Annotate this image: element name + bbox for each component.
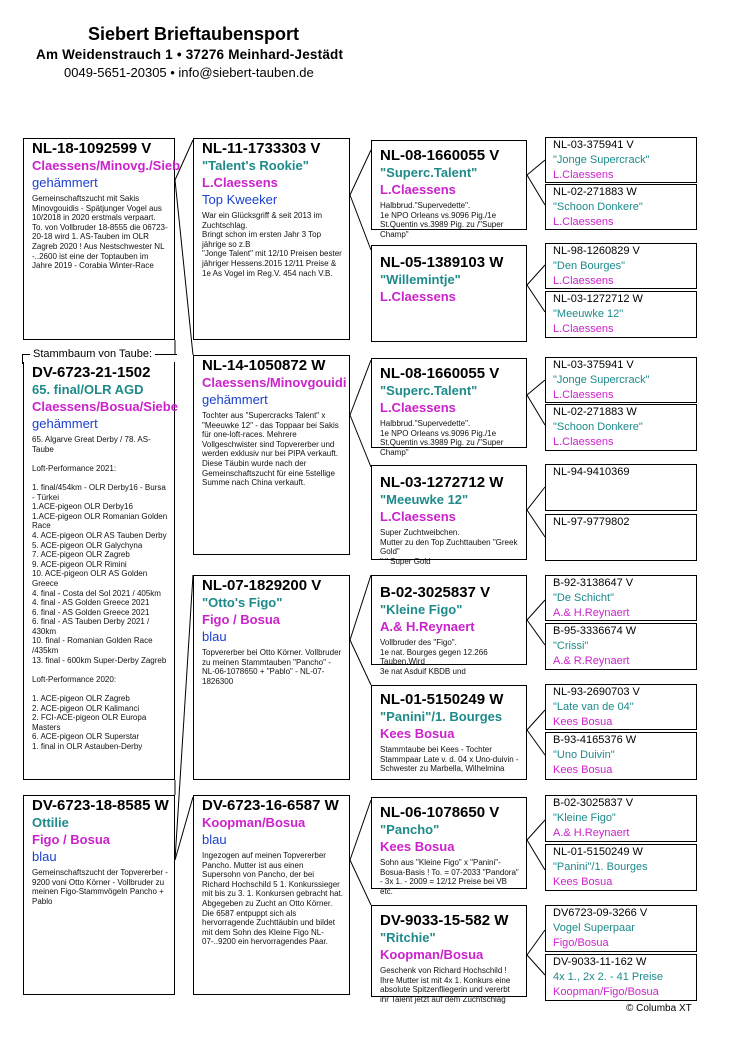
gen5-box-11 <box>545 684 697 730</box>
gen4-description-4: Super Zuchtweibchen. Mutter zu den Top Zuchttauben "Greek Gold" " " Super Gold <box>380 528 518 566</box>
gen5-ring-13: B-02-3025837 V <box>553 797 634 809</box>
gen5-owner-6: L.Claessens <box>553 436 614 448</box>
gen4-owner-6: Kees Bosua <box>380 726 455 741</box>
gen5-box-7 <box>545 464 697 511</box>
gen4-name-3: "Superc.Talent" <box>380 383 478 398</box>
gen5-ring-5: NL-03-375941 V <box>553 359 634 371</box>
gen4-ring-7: NL-06-1078650 V <box>380 804 500 821</box>
gen4-box-2 <box>371 245 527 342</box>
grandsire-maternal-color: blau <box>202 629 227 644</box>
granddam-paternal-description: Tochter aus "Supercracks Talent" x "Meeuwke 12" - das Toppaar bei Sakis für one-loft-races. Mehrere Vollgeschwister sind Topvererber und werden exklusiv nur bei PIPA verkauft. Diese Täubin wurde nach der Gemeinschaftszucht für eine 5stellige Summe nach China verkauft. <box>202 411 339 488</box>
copyright-footer: © Columba XT <box>626 1003 692 1014</box>
gen4-description-1: Halbbrud."Supervedette". 1e NPO Orleans vs.9096 Pig./1e St.Quentin vs.3989 Pig. zu /"Super Champ" <box>380 201 504 239</box>
dam-owner: Figo / Bosua <box>32 832 110 847</box>
gen5-owner-12: Kees Bosua <box>553 764 613 776</box>
gen5-name-6: "Schoon Donkere" <box>553 421 643 433</box>
subject-description: 65. Algarve Great Derby / 78. AS-Taube Loft-Performance 2021: 1. final/454km - OLR Derby16 - Bursa - Türkei 1.ACE-pigeon OLR Derby16 1.ACE-pigeon OLR Romanian Golden Race 4. ACE-pigeon OLR AS Tauben Derby 5. ACE-pigeon OLR Galychyna 7. ACE-pigeon OLR Zagreb 9. ACE-pigeon OLR Rimini 10. ACE-pigeon OLR AS Golden Greece 4. final - Costa del Sol 2021 / 405km 4. final - AS Golden Greece 2021 6. final - AS Golden Greece 2021 6. final - AS Tauben Derby 2021 / 430km 10. final - Romanian Golden Race /435km 13. final - 600km Super-Derby Zagreb Loft-Performance 2020: 1. ACE-pigeon OLR Zagreb 2. ACE-pigeon OLR Kalimanci 2. FCI-ACE-pigeon OLR Europa Masters 6. ACE-pigeon OLR Superstar 1. final in OLR Astauben-Derby <box>32 435 168 751</box>
dam-description: Gemeinschaftszucht der Topvererber - 9200 voni Otto Körner - Vollbruder zu meinen Figo-Stammvögeln Pancho + Pablo <box>32 868 168 906</box>
breeder-contact: 0049-5651-20305 • info@siebert-tauben.de <box>64 65 314 80</box>
gen4-owner-4: L.Claessens <box>380 509 456 524</box>
gen4-box-7 <box>371 797 527 896</box>
gen5-box-12 <box>545 732 697 780</box>
granddam-maternal-description: Ingezogen auf meinen Topvererber Pancho. Mutter ist aus einen Supersohn von Pancho, der bei Richard Hochschild 5 1. Konkurssieger mit bis zu 3. 1. Konkursen gebracht hat. Abgegeben zu Zucht an Otto Körner. Die 6587 entpuppt sich als hervorragende Zuchttäubin und bildet mit dem Sohn des Kleine Figo NL-07-..9200 ein hervorragendes Paar. <box>202 851 343 947</box>
sire-ring: NL-18-1092599 V <box>32 140 152 157</box>
gen4-name-5: "Kleine Figo" <box>380 602 463 617</box>
gen5-ring-11: NL-93-2690703 V <box>553 686 640 698</box>
gen5-owner-9: A.& H.Reynaert <box>553 607 630 619</box>
gen5-owner-10: A.& R.Reynaert <box>553 655 630 667</box>
gen5-owner-2: L.Claessens <box>553 216 614 228</box>
gen4-owner-7: Kees Bosua <box>380 839 455 854</box>
gen4-ring-4: NL-03-1272712 W <box>380 474 504 491</box>
granddam-maternal-owner: Koopman/Bosua <box>202 815 306 830</box>
grandsire-paternal-ring: NL-11-1733303 V <box>202 140 321 157</box>
grandsire-paternal-description: War ein Glücksgriff & seit 2013 im Zuchtschlag. Bringt schon im ersten Jahr 3 Top jährige so z.B "Jonge Talent" mit 12/10 Preisen bester jähriger Hessens.2015 12/11 Preise & 1e As Vogel im Reg.V. 454 nach V.B. <box>202 211 342 278</box>
gen5-name-4: "Meeuwke 12" <box>553 308 624 320</box>
grandsire-maternal-name: "Otto's Figo" <box>202 595 283 610</box>
gen5-owner-4: L.Claessens <box>553 323 614 335</box>
gen5-name-10: "Crissi" <box>553 640 589 652</box>
gen5-owner-11: Kees Bosua <box>553 716 613 728</box>
gen4-name-6: "Panini"/1. Bourges <box>380 709 503 724</box>
gen4-name-2: "Willemintje" <box>380 272 461 287</box>
gen5-box-3 <box>545 243 697 289</box>
gen5-name-3: "Den Bourges" <box>553 260 626 272</box>
gen4-box-1 <box>371 140 527 239</box>
gen4-owner-1: L.Claessens <box>380 182 456 197</box>
gen4-description-6: Stammtaube bei Kees - Tochter Stammpaar Late v. d. 04 x Uno-duivin - Schwester zu Marbella, Wilhelmina <box>380 745 519 774</box>
gen5-ring-14: NL-01-5150249 W <box>553 846 643 858</box>
gen5-owner-14: Kees Bosua <box>553 876 613 888</box>
gen5-ring-15: DV6723-09-3266 V <box>553 907 648 919</box>
dam-name: Ottilie <box>32 815 69 830</box>
gen5-name-16: 4x 1., 2x 2. - 41 Preise <box>553 971 664 983</box>
dam-ring: DV-6723-18-8585 W <box>32 797 169 814</box>
grandsire-maternal-description: Topvererber bei Otto Körner. Vollbruder zu meinen Stammtauben "Pancho" - NL-06-1078650 + "Pablo" - NL-07-1826300 <box>202 648 342 686</box>
gen5-owner-1: L.Claessens <box>553 169 614 181</box>
gen5-box-8 <box>545 514 697 561</box>
grandsire-paternal-box <box>193 138 350 340</box>
gen5-box-1 <box>545 137 697 183</box>
granddam-maternal-color: blau <box>202 832 227 847</box>
gen4-description-5: Vollbruder des "Figo". 1e nat. Bourges gegen 12.266 Tauben.Wird 3e nat Asduif KBDB und <box>380 638 488 676</box>
gen5-box-6 <box>545 404 697 451</box>
gen4-box-5 <box>371 575 527 676</box>
gen5-ring-10: B-95-3336674 W <box>553 625 637 637</box>
gen5-box-15 <box>545 905 697 952</box>
subject-ring: DV-6723-21-1502 <box>32 364 151 381</box>
gen5-box-10 <box>545 623 697 670</box>
gen5-name-15: Vogel Superpaar <box>553 922 635 934</box>
gen4-ring-5: B-02-3025837 V <box>380 584 491 601</box>
gen4-description-2 <box>372 305 526 308</box>
gen4-owner-8: Koopman/Bosua <box>380 947 484 962</box>
granddam-paternal-color: gehämmert <box>202 392 268 407</box>
grandsire-paternal-color: Top Kweeker <box>202 192 278 207</box>
gen4-ring-1: NL-08-1660055 V <box>380 147 500 164</box>
grandsire-paternal-owner: L.Claessens <box>202 175 278 190</box>
grandsire-maternal-ring: NL-07-1829200 V <box>202 577 322 594</box>
sire-box <box>23 138 181 340</box>
gen5-box-5 <box>545 357 697 403</box>
gen4-name-8: "Ritchie" <box>380 930 436 945</box>
pedigree-legend: Stammbaum von Taube: <box>30 348 155 360</box>
granddam-maternal-ring: DV-6723-16-6587 W <box>202 797 339 814</box>
grandsire-paternal-name: "Talent's Rookie" <box>202 158 309 173</box>
gen5-ring-2: NL-02-271883 W <box>553 186 637 198</box>
gen5-box-16 <box>545 954 697 1001</box>
gen5-box-9 <box>545 575 697 621</box>
gen4-owner-3: L.Claessens <box>380 400 456 415</box>
gen5-owner-16: Koopman/Figo/Bosua <box>553 986 659 998</box>
gen5-name-14: "Panini"/1. Bourges <box>553 861 648 873</box>
gen5-box-4 <box>545 291 697 338</box>
gen5-name-1: "Jonge Supercrack" <box>553 154 650 166</box>
gen5-box-14 <box>545 844 697 891</box>
gen5-ring-16: DV-9033-11-162 W <box>553 956 647 968</box>
gen4-description-7: Sohn aus "Kleine Figo" x "Panini"- Bosua-Basis ! To. = 07-2033 "Pandora" - 3x 1. - 2009 = 12/12 Preise bei VB etc. <box>380 858 519 896</box>
gen4-box-4 <box>371 465 527 566</box>
gen4-box-8 <box>371 905 527 1004</box>
gen5-owner-15: Figo/Bosua <box>553 937 609 949</box>
gen5-ring-12: B-93-4165376 W <box>553 734 637 746</box>
gen4-ring-8: DV-9033-15-582 W <box>380 912 509 929</box>
dam-color: blau <box>32 849 57 864</box>
subject-color: gehämmert <box>32 416 98 431</box>
gen4-ring-2: NL-05-1389103 W <box>380 254 504 271</box>
sire-owner: Claessens/Minovg./Sieb <box>32 158 181 173</box>
gen5-ring-7: NL-94-9410369 <box>553 466 630 478</box>
gen5-ring-9: B-92-3138647 V <box>553 577 634 589</box>
gen4-box-6 <box>371 685 527 780</box>
gen5-ring-4: NL-03-1272712 W <box>553 293 643 305</box>
subject-box <box>23 362 178 780</box>
granddam-paternal-box <box>193 355 350 555</box>
sire-color: gehämmert <box>32 175 98 190</box>
granddam-maternal-box <box>193 795 350 995</box>
subject-achievement: 65. final/OLR AGD <box>32 382 144 397</box>
breeder-address: Am Weidenstrauch 1 • 37276 Meinhard-Jestädt <box>36 47 344 62</box>
gen4-name-1: "Superc.Talent" <box>380 165 478 180</box>
gen4-description-3: Halbbrud."Supervedette". 1e NPO Orleans vs.9096 Pig./1e St.Quentin vs.3989 Pig. zu /"Super Champ" <box>380 419 504 457</box>
gen5-name-5: "Jonge Supercrack" <box>553 374 650 386</box>
gen5-box-2 <box>545 184 697 230</box>
granddam-paternal-ring: NL-14-1050872 W <box>202 357 326 374</box>
grandsire-maternal-box <box>193 575 350 780</box>
gen4-name-7: "Pancho" <box>380 822 440 837</box>
gen4-owner-2: L.Claessens <box>380 289 456 304</box>
gen5-name-2: "Schoon Donkere" <box>553 201 643 213</box>
gen5-name-12: "Uno Duivin" <box>553 749 615 761</box>
gen4-description-8: Geschenk von Richard Hochschild ! Ihre Mutter ist mit 4x 1. Konkurs eine absolute Spitzenfliegerin und vererbt ihr Talent jetzt auf dem Zuchtschlag <box>380 966 511 1004</box>
gen5-owner-13: A.& H.Reynaert <box>553 827 630 839</box>
subject-owner: Claessens/Bosua/Siebe <box>32 399 178 414</box>
grandsire-maternal-owner: Figo / Bosua <box>202 612 280 627</box>
gen5-ring-3: NL-98-1260829 V <box>553 245 640 257</box>
gen4-box-3 <box>371 358 527 457</box>
gen4-ring-3: NL-08-1660055 V <box>380 365 500 382</box>
gen5-name-9: "De Schicht" <box>553 592 614 604</box>
breeder-name: Siebert Brieftaubensport <box>88 24 300 44</box>
gen4-ring-6: NL-01-5150249 W <box>380 691 504 708</box>
gen5-name-11: "Late van de 04" <box>553 701 634 713</box>
gen5-ring-6: NL-02-271883 W <box>553 406 637 418</box>
gen4-owner-5: A.& H.Reynaert <box>380 619 475 634</box>
gen4-name-4: "Meeuwke 12" <box>380 492 469 507</box>
gen5-ring-1: NL-03-375941 V <box>553 139 634 151</box>
gen5-ring-8: NL-97-9779802 <box>553 516 630 528</box>
gen5-name-13: "Kleine Figo" <box>553 812 616 824</box>
dam-box <box>23 795 175 995</box>
gen5-box-13 <box>545 795 697 842</box>
gen5-owner-3: L.Claessens <box>553 275 614 287</box>
sire-description: Gemeinschaftszucht mit Sakis Minovgouidis - Spätjunger Vogel aus 10/2018 in 2020 erstmals verpaart. To. von Vollbruder 18-8555 die 06723-20-18 wird 1. AS-Tauben im OLR Zagreb 2020 ! Aus Nestschwester NL -..2600 ist eine der Toptauben im Jahre 2019 - Corabia Winter-Race <box>32 194 168 271</box>
gen5-owner-5: L.Claessens <box>553 389 614 401</box>
granddam-paternal-owner: Claessens/Minovgouidi <box>202 375 347 390</box>
